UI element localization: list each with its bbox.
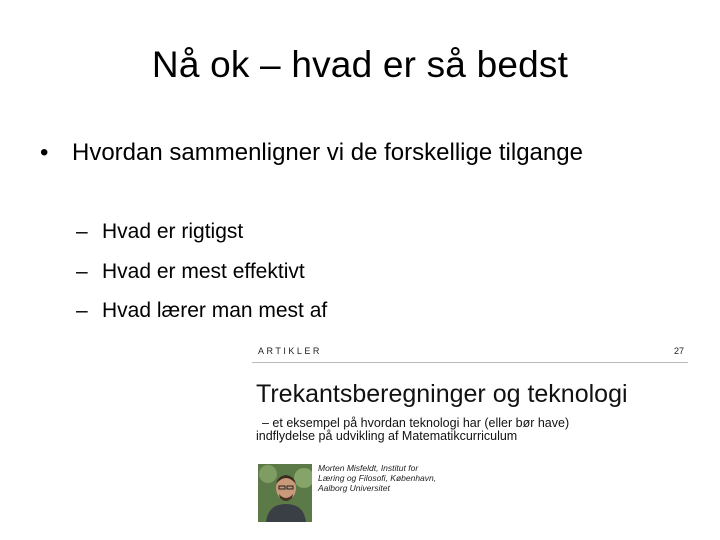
article-section-label: ARTIKLER [258, 346, 322, 356]
article-title: Trekantsberegninger og teknologi [256, 380, 628, 408]
bullet-marker: • [40, 139, 49, 166]
author-line: Læring og Filosofi, København, [318, 473, 437, 483]
article-subtitle-line2: indflydelse på udvikling af Matematikcurriculum [256, 429, 518, 443]
slide-title: Nå ok – hvad er så bedst [151, 44, 569, 85]
sub-bullet-text: Hvad er rigtigst [102, 220, 244, 243]
bullet-text: Hvordan sammenligner vi de forskellige tilgange [72, 139, 583, 166]
article-divider [252, 362, 688, 363]
author-line: Aalborg Universitet [318, 483, 390, 493]
author-line: Morten Misfeldt, Institut for [318, 463, 419, 473]
author-caption [318, 463, 436, 493]
sub-bullet-marker: – [76, 299, 88, 322]
author-portrait-icon [258, 464, 312, 522]
sub-bullet-marker: – [76, 220, 88, 243]
author-photo [258, 464, 312, 522]
sub-bullet-marker: – [76, 260, 88, 283]
article-page-number: 27 [673, 346, 684, 356]
article-subtitle-line1: – et eksempel på hvordan teknologi har (eller bør have) [262, 416, 570, 430]
sub-bullet-text: Hvad er mest effektivt [102, 260, 305, 283]
article-excerpt-image [252, 340, 688, 530]
sub-bullet-text: Hvad lærer man mest af [102, 299, 328, 322]
